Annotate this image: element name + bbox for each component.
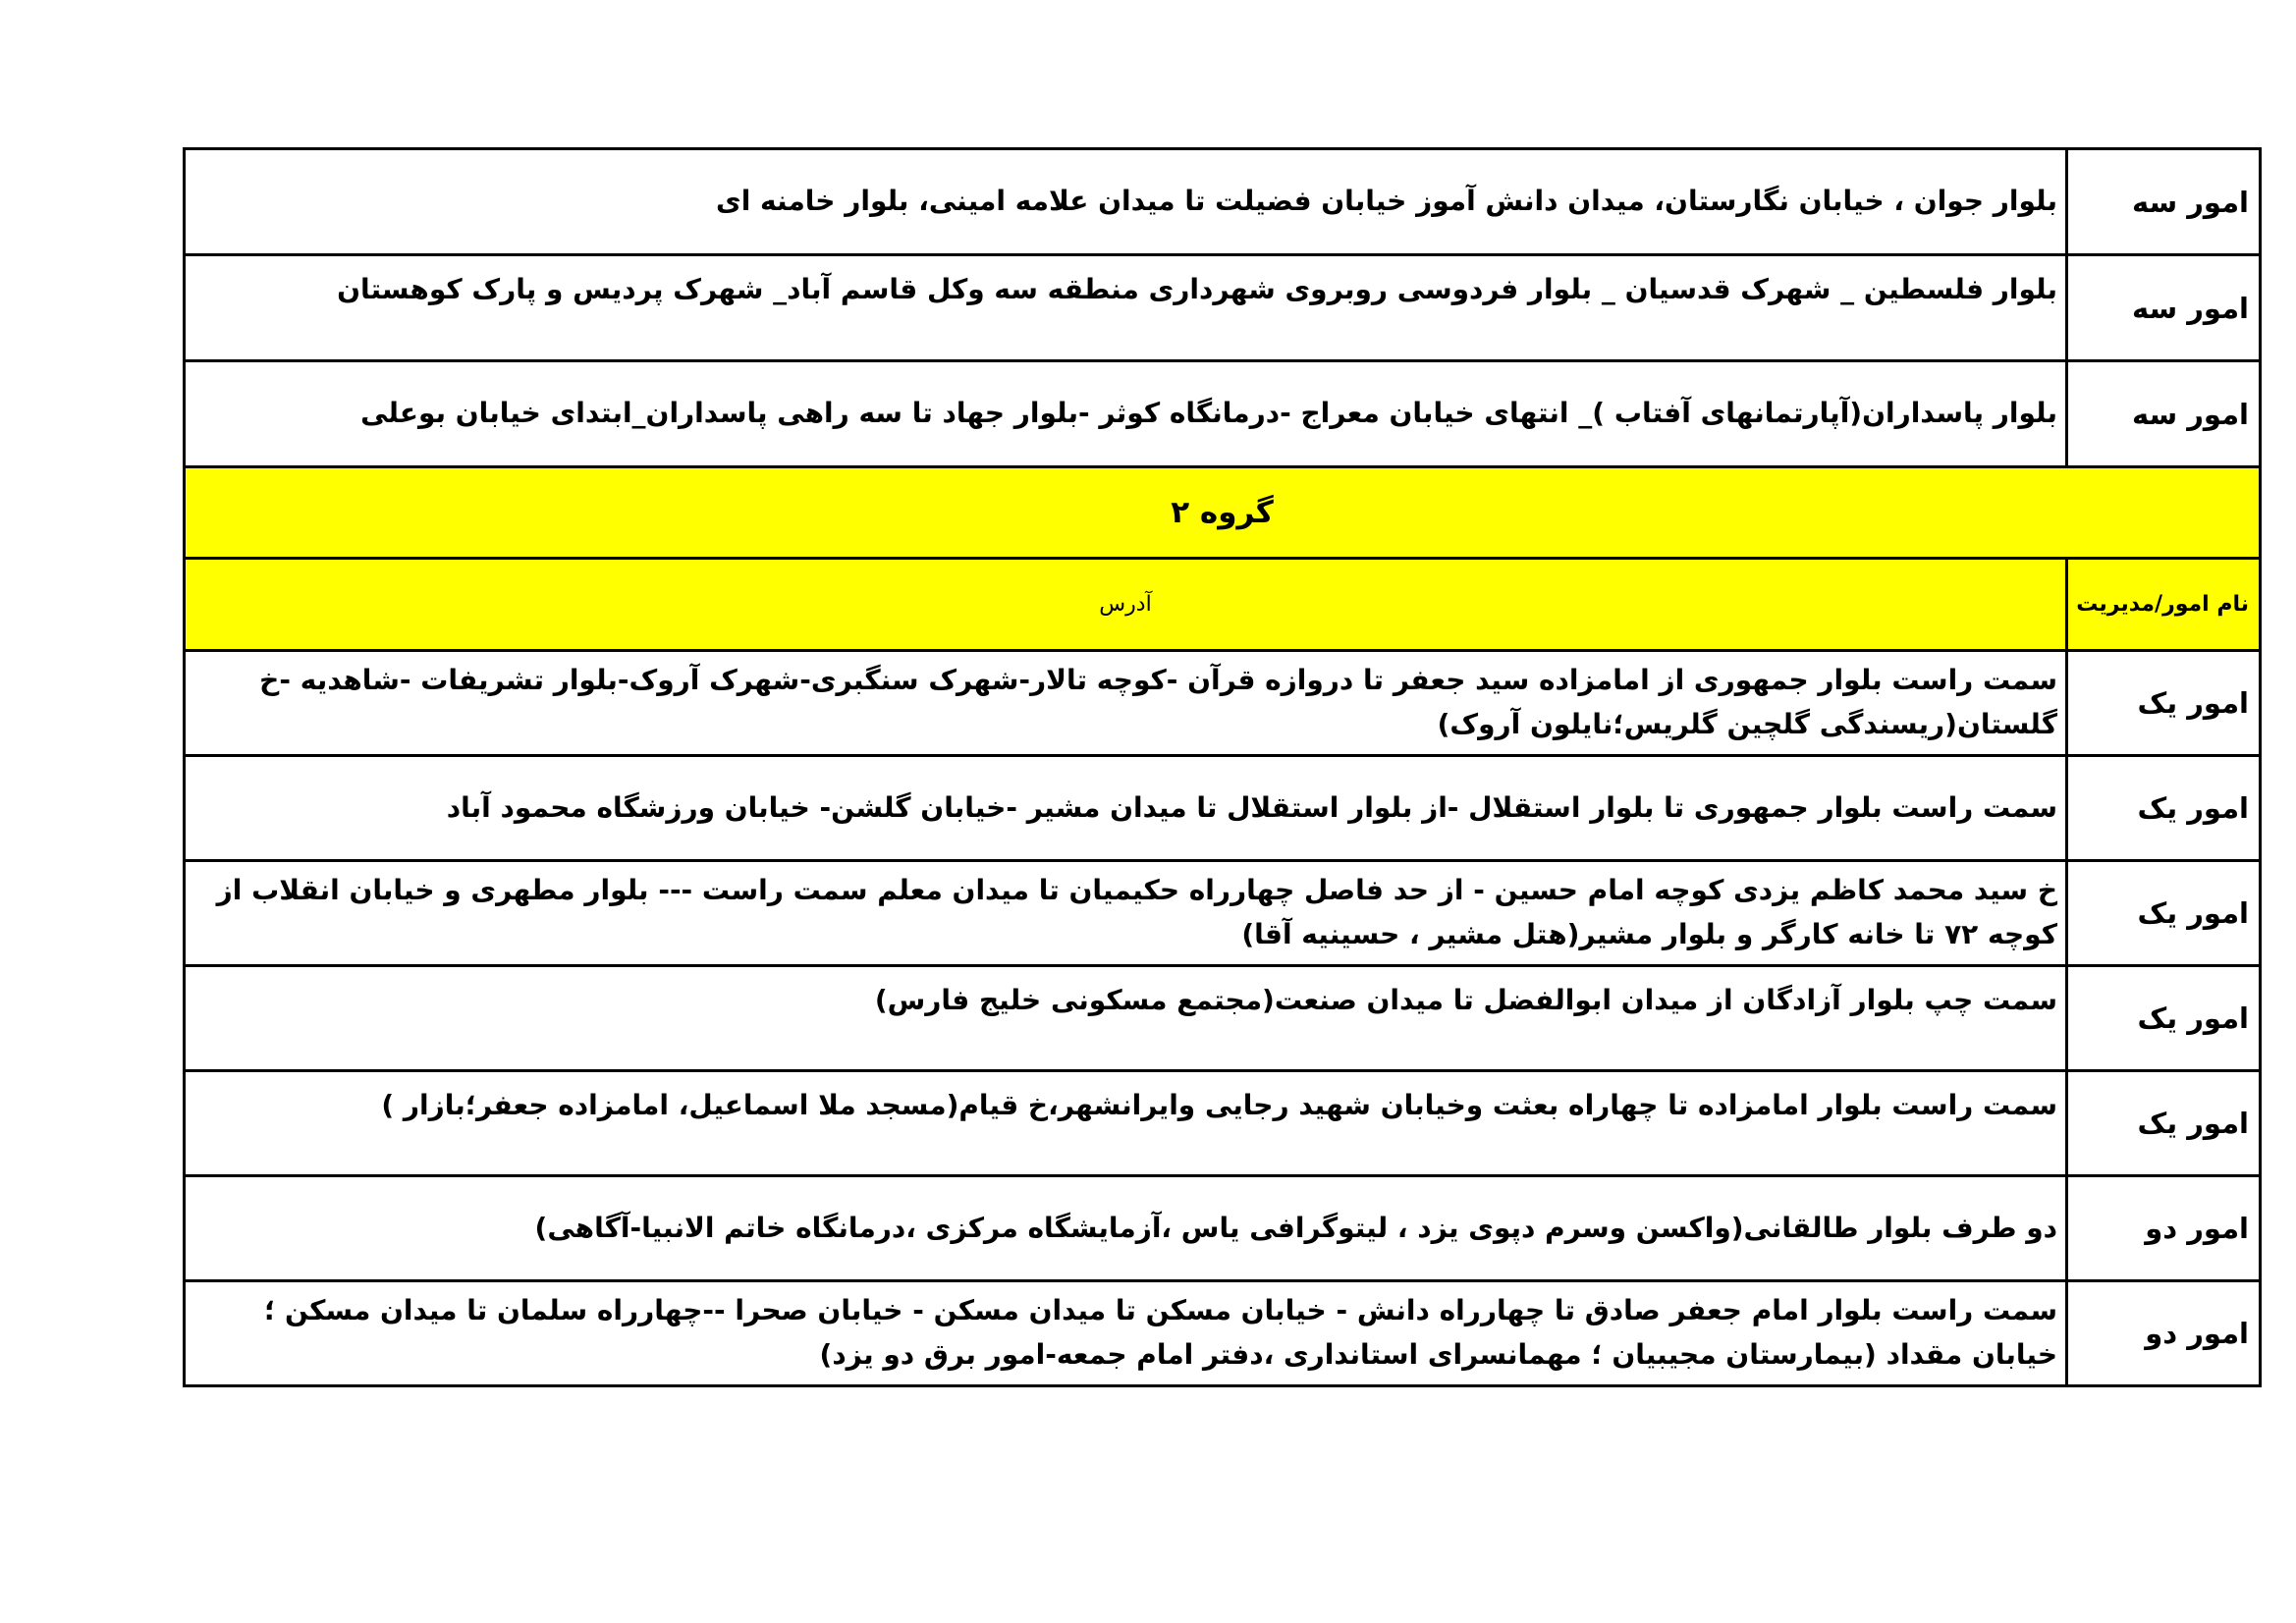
group-title: گروه ۲	[185, 467, 2261, 559]
unit-cell: امور سه	[2067, 255, 2261, 361]
unit-cell: امور یک	[2067, 1071, 2261, 1176]
address-cell: سمت چپ بلوار آزادگان از میدان ابوالفضل تا میدان صنعت(مجتمع مسکونی خلیج فارس)	[185, 966, 2067, 1071]
table-row	[185, 966, 2261, 1071]
column-header-row	[185, 559, 2261, 651]
address-cell: سمت راست بلوار جمهوری از امامزاده سید جعفر تا دروازه قرآن -کوچه تالار-شهرک سنگبری-شهرک آروک-بلوار تشریفات -شاهدیه -خ گلستان(ریسندگی گلچین گلریس؛نایلون آروک)	[185, 651, 2067, 756]
unit-cell: امور یک	[2067, 651, 2261, 756]
unit-cell: امور یک	[2067, 861, 2261, 966]
table-row	[185, 861, 2261, 966]
unit-cell: امور سه	[2067, 361, 2261, 467]
address-cell: بلوار فلسطین _ شهرک قدسیان _ بلوار فردوسی روبروی شهرداری منطقه سه وکل قاسم آباد_ شهرک پردیس و پارک کوهستان	[185, 255, 2067, 361]
group-title-row	[185, 467, 2261, 559]
table-row	[185, 1281, 2261, 1386]
address-cell: خ سید محمد کاظم یزدی کوچه امام حسین - از حد فاصل چهارراه حکیمیان تا میدان معلم سمت راست --- بلوار مطهری و خیابان انقلاب از کوچه ۷۲ تا خانه کارگر و بلوار مشیر(هتل مشیر ، حسینیه آقا)	[185, 861, 2067, 966]
outage-address-table	[183, 147, 2262, 1387]
table-row	[185, 756, 2261, 861]
unit-cell: امور دو	[2067, 1176, 2261, 1281]
unit-cell: امور سه	[2067, 149, 2261, 255]
unit-cell: امور یک	[2067, 756, 2261, 861]
table-row	[185, 1071, 2261, 1176]
address-cell: دو طرف بلوار طالقانی(واکسن وسرم دپوی یزد ، لیتوگرافی یاس ،آزمایشگاه مرکزی ،درمانگاه خاتم الانبیا-آگاهی)	[185, 1176, 2067, 1281]
address-cell: سمت راست بلوار امام جعفر صادق تا چهارراه دانش - خیابان مسکن تا میدان مسکن - خیابان صحرا --چهارراه سلمان تا میدان مسکن ؛ خیابان مقداد (بیمارستان مجیبیان ؛ مهمانسرای استانداری ،دفتر امام جمعه-امور برق دو یزد)	[185, 1281, 2067, 1386]
address-cell: سمت راست بلوار امامزاده تا چهاراه بعثت وخیابان شهید رجایی وایرانشهر،خ قیام(مسجد ملا اسماعیل، امامزاده جعفر؛بازار )	[185, 1071, 2067, 1176]
table-row	[185, 361, 2261, 467]
unit-cell: امور یک	[2067, 966, 2261, 1071]
table-row	[185, 149, 2261, 255]
address-cell: سمت راست بلوار جمهوری تا بلوار استقلال -از بلوار استقلال تا میدان مشیر -خیابان گلشن- خیابان ورزشگاه محمود آباد	[185, 756, 2067, 861]
unit-column-header: نام امور/مدیریت	[2067, 559, 2261, 651]
address-column-header: آدرس	[185, 559, 2067, 651]
table-row	[185, 1176, 2261, 1281]
address-cell: بلوار جوان ، خیابان نگارستان، میدان دانش آموز خیابان فضیلت تا میدان علامه امینی، بلوار خامنه ای	[185, 149, 2067, 255]
table-row	[185, 255, 2261, 361]
address-cell: بلوار پاسداران(آپارتمانهای آفتاب )_ انتهای خیابان معراج -درمانگاه کوثر -بلوار جهاد تا سه راهی پاسداران_ابتدای خیابان بوعلی	[185, 361, 2067, 467]
unit-cell: امور دو	[2067, 1281, 2261, 1386]
table-row	[185, 651, 2261, 756]
